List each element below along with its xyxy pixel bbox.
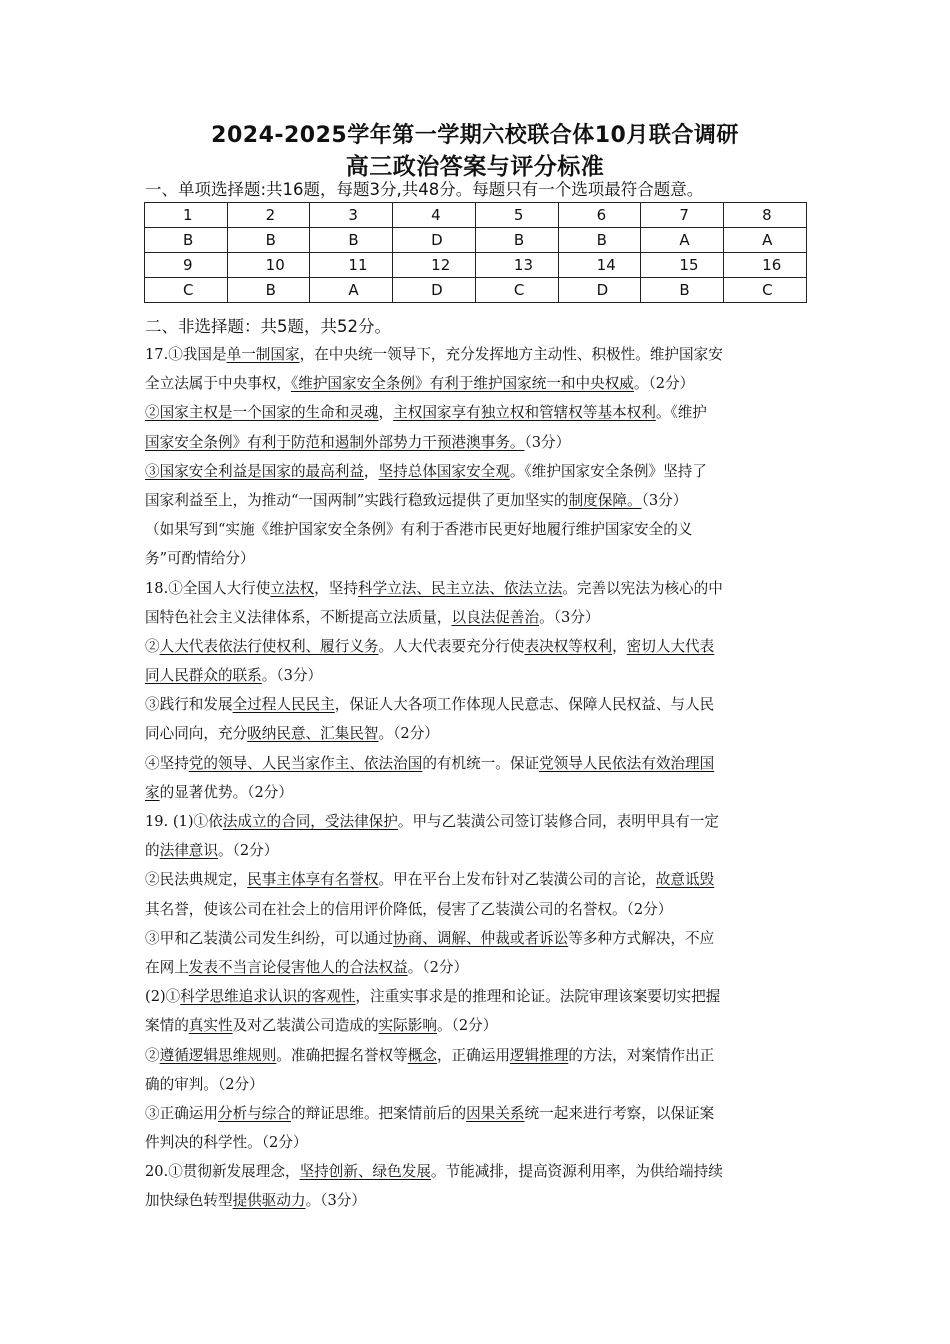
line-text: （3分） (524, 433, 571, 451)
key-point-underlined: 提供驱动力 (232, 1192, 306, 1210)
line-text: ，坚持 (314, 579, 358, 597)
line-text: 18.①全国人大行使 (145, 579, 271, 597)
section1-heading: 一、单项选择题:共16题，每题3分,共48分。每题只有一个选项最符合题意。 (145, 180, 704, 199)
line-text: 务”可酌情给分） (145, 550, 255, 568)
line-text: ，保证人大各项工作体现人民意志、保障人民权益、与人民 (334, 696, 715, 714)
line-text: ③正确运用 (145, 1104, 218, 1122)
answer-cell: B (558, 228, 641, 253)
key-point-underlined: 人大代表依法行使权利、履行义务 (159, 637, 379, 655)
line-text: 。完善以宪法为核心的中 (562, 579, 723, 597)
line-text: 。（2分） (436, 1017, 498, 1035)
key-point-underlined: 表决权等权利 (524, 637, 613, 655)
answer-cell: B (310, 228, 393, 253)
line-text: ， (363, 462, 379, 480)
line-text: ， (612, 637, 627, 655)
answer-line (145, 865, 810, 894)
line-text: 20.①贯彻新发展理念， (145, 1163, 300, 1181)
answer-line (145, 953, 810, 982)
answer-line (145, 1011, 810, 1040)
answer-line (145, 603, 810, 632)
answer-line (145, 398, 810, 427)
answer-cell: B (641, 278, 724, 303)
section2-heading: 二、非选择题：共5题，共52分。 (145, 317, 391, 336)
line-text: 。（3分） (539, 608, 600, 626)
question-number-cell: 12 (393, 253, 476, 278)
key-point-underlined: 同人民群众的联系 (145, 667, 262, 685)
line-text: 的有机统一。保证 (422, 754, 540, 772)
line-text: 。甲在平台上发布针对乙装潢公司的言论， (378, 871, 656, 889)
key-point-underlined: 概念 (407, 1046, 437, 1064)
question-number-cell: 5 (475, 203, 558, 228)
answer-cell: D (393, 228, 476, 253)
key-point-underlined: 单一制国家 (226, 346, 300, 363)
line-text: 的 (145, 842, 160, 860)
question-number-cell: 14 (558, 253, 641, 278)
line-text: 全立法属于中央事权， (145, 375, 291, 393)
answer-key-table (144, 202, 807, 303)
question-number-cell: 1 (145, 203, 228, 228)
question-number-cell: 7 (641, 203, 724, 228)
line-text: 。（2分） (633, 375, 695, 393)
line-text: 确的审判。（2分） (145, 1075, 264, 1093)
question-number-cell: 8 (724, 203, 807, 228)
answer-line (145, 369, 810, 398)
question-number-cell: 10 (227, 253, 310, 278)
key-point-underlined: 制度保障。 (568, 491, 642, 509)
answer-line (145, 1070, 810, 1099)
key-point-underlined: 法律意识 (159, 842, 218, 860)
key-point-underlined: 全过程人民民主 (232, 696, 335, 714)
answer-line (145, 1041, 810, 1070)
line-text: 。《维护国家安全条例》坚持了 (509, 462, 707, 480)
line-text: 。（3分） (261, 667, 323, 685)
question-number-cell: 13 (475, 253, 558, 278)
key-point-underlined: 协商、调解、仲裁或者诉讼 (393, 929, 569, 947)
line-text: （3分） (641, 491, 688, 509)
line-text: (2)① (145, 988, 181, 1006)
answer-cell: C (145, 278, 228, 303)
answer-cell: C (475, 278, 558, 303)
document-subtitle: 高三政治答案与评分标准 (345, 154, 605, 180)
line-text: 17.①我国是 (145, 346, 227, 363)
key-point-underlined: 国家安全条例》有利于防范和遏制外部势力干预港澳事务。 (145, 433, 525, 451)
key-point-underlined: 党的领导、人民当家作主、依法治国 (188, 754, 423, 772)
line-text: ③甲和乙装潢公司发生纠纷，可以通过 (145, 929, 394, 947)
answer-line (145, 719, 810, 748)
line-text: 。准确把握名誉权等 (276, 1046, 408, 1064)
line-text: ，正确运用 (436, 1046, 510, 1064)
line-text: 。节能减排，提高资源利用率，为供给端持续 (430, 1163, 723, 1181)
answer-line (145, 982, 810, 1011)
key-point-underlined: 坚持创新、绿色发展 (299, 1163, 431, 1181)
answer-row (145, 228, 807, 253)
answer-line (145, 1157, 810, 1186)
key-point-underlined: 发表不当言论侵害他人的合法权益 (188, 958, 408, 976)
answer-line (145, 486, 810, 515)
answer-cell: B (227, 278, 310, 303)
line-text: ② (145, 1046, 160, 1064)
line-text: 的方法，对案情作出正 (568, 1046, 715, 1064)
key-point-underlined: 逻辑推理 (509, 1046, 569, 1064)
key-point-underlined: 实际影响 (378, 1017, 437, 1035)
answer-row (145, 278, 807, 303)
question-number-row (145, 253, 807, 278)
key-point-underlined: 因果关系 (466, 1104, 525, 1122)
document-title: 2024-2025学年第一学期六校联合体10月联合调研 (211, 123, 739, 148)
question-number-row (145, 203, 807, 228)
answer-cell: A (641, 228, 724, 253)
line-text: ③践行和发展 (145, 696, 233, 714)
line-text: 件判决的科学性。（2分） (145, 1134, 308, 1152)
key-point-underlined: 民事主体享有名誉权 (247, 871, 379, 889)
answer-line (145, 836, 810, 865)
key-point-underlined: 《维护国家安全条例》有利于维护国家统一和中央权威 (290, 375, 634, 393)
line-text: 及对乙装潢公司造成的 (232, 1017, 379, 1035)
answer-cell: B (227, 228, 310, 253)
line-text: 国家利益至上，为推动“一国两制”实践行稳致远提供了更加坚实的 (145, 491, 569, 509)
answer-cell: B (145, 228, 228, 253)
answer-line (145, 661, 810, 690)
line-text: ，在中央统一领导下，充分发挥地方主动性、积极性。维护国家安 (299, 346, 723, 363)
key-point-underlined: 吸纳民意、汇集民智 (247, 725, 379, 743)
answer-line (145, 749, 810, 778)
key-point-underlined: 坚持总体国家安全观 (378, 462, 510, 480)
line-text: 案情的 (145, 1017, 189, 1035)
line-text: 。（2分） (218, 842, 279, 860)
line-text: 加快绿色转型 (145, 1192, 233, 1210)
line-text: ，注重实事求是的推理和论证。法院审理该案要切实把握 (355, 988, 721, 1006)
key-point-underlined: 真实性 (188, 1017, 233, 1035)
answer-line (145, 807, 810, 836)
key-point-underlined: ②国家主权是一个国家的生命和灵魂 (145, 404, 379, 422)
line-text: 同心同向，充分 (145, 725, 248, 743)
key-point-underlined: ③国家安全利益是国家的最高利益 (145, 462, 364, 480)
answer-cell: A (724, 228, 807, 253)
line-text: 。甲与乙装潢公司签订装修合同，表明甲具有一定 (397, 813, 719, 830)
answer-line (145, 515, 810, 544)
answer-line (145, 1186, 810, 1215)
answer-cell: B (475, 228, 558, 253)
line-text: ②民法典规定， (145, 871, 248, 889)
line-text: 。《维护 (655, 404, 707, 422)
answer-line (145, 340, 810, 369)
answer-cell: D (393, 278, 476, 303)
key-point-underlined: 故意诋毁 (655, 871, 715, 889)
answer-line (145, 690, 810, 719)
answer-text-body (145, 340, 810, 1216)
answer-line (145, 574, 810, 603)
answer-line (145, 544, 810, 573)
answer-line (145, 428, 810, 457)
question-number-cell: 9 (145, 253, 228, 278)
answer-cell: A (310, 278, 393, 303)
answer-line (145, 1099, 810, 1128)
key-point-underlined: 科学思维追求认识的客观性 (180, 988, 356, 1006)
line-text: 的显著优势。（2分） (159, 783, 293, 801)
question-number-cell: 4 (393, 203, 476, 228)
answer-line (145, 457, 810, 486)
key-point-underlined: 主权国家享有独立权和管辖权等基本权利 (393, 404, 656, 422)
line-text: ④坚持 (145, 754, 189, 772)
answer-cell: C (724, 278, 807, 303)
key-point-underlined: 以良法促善治 (451, 608, 540, 626)
line-text: ② (145, 637, 160, 655)
line-text: 19. (1)①依 (145, 813, 223, 830)
line-text: 。（3分） (305, 1192, 366, 1210)
answer-line (145, 778, 810, 807)
question-number-cell: 15 (641, 253, 724, 278)
key-point-underlined: 党领导人民依法有效治理国 (539, 754, 715, 772)
question-number-cell: 2 (227, 203, 310, 228)
line-text: 。（2分） (378, 725, 439, 743)
key-point-underlined: 科学立法、民主立法、依法立法 (357, 579, 563, 597)
answer-cell: D (558, 278, 641, 303)
line-text: 国特色社会主义法律体系，不断提高立法质量， (145, 608, 452, 626)
key-point-underlined: 立法权 (270, 579, 315, 597)
key-point-underlined: 家 (145, 783, 160, 801)
question-number-cell: 6 (558, 203, 641, 228)
line-text: ， (378, 404, 394, 422)
line-text: 其名誉，使该公司在社会上的信用评价降低，侵害了乙装潢公司的名誉权。（2分） (145, 900, 673, 918)
question-number-cell: 16 (724, 253, 807, 278)
answer-line (145, 895, 810, 924)
key-point-underlined: 法成立的合同，受法律保护 (222, 813, 398, 830)
key-point-underlined: 分析与综合 (217, 1104, 291, 1122)
question-number-cell: 3 (310, 203, 393, 228)
key-point-underlined: 遵循逻辑思维规则 (159, 1046, 277, 1064)
answer-line (145, 924, 810, 953)
question-number-cell: 11 (310, 253, 393, 278)
line-text: 等多种方式解决，不应 (568, 929, 715, 947)
line-text: 。人大代表要充分行使 (378, 637, 525, 655)
line-text: 在网上 (145, 958, 189, 976)
answer-line (145, 632, 810, 661)
line-text: 统一起来进行考察，以保证案 (524, 1104, 715, 1122)
line-text: 的辩证思维。把案情前后的 (290, 1104, 467, 1122)
key-point-underlined: 密切人大代表 (626, 637, 715, 655)
line-text: （如果写到“实施《维护国家安全条例》有利于香港市民更好地履行维护国家安全的义 (145, 521, 693, 539)
line-text: 。（2分） (407, 958, 469, 976)
answer-line (145, 1128, 810, 1157)
